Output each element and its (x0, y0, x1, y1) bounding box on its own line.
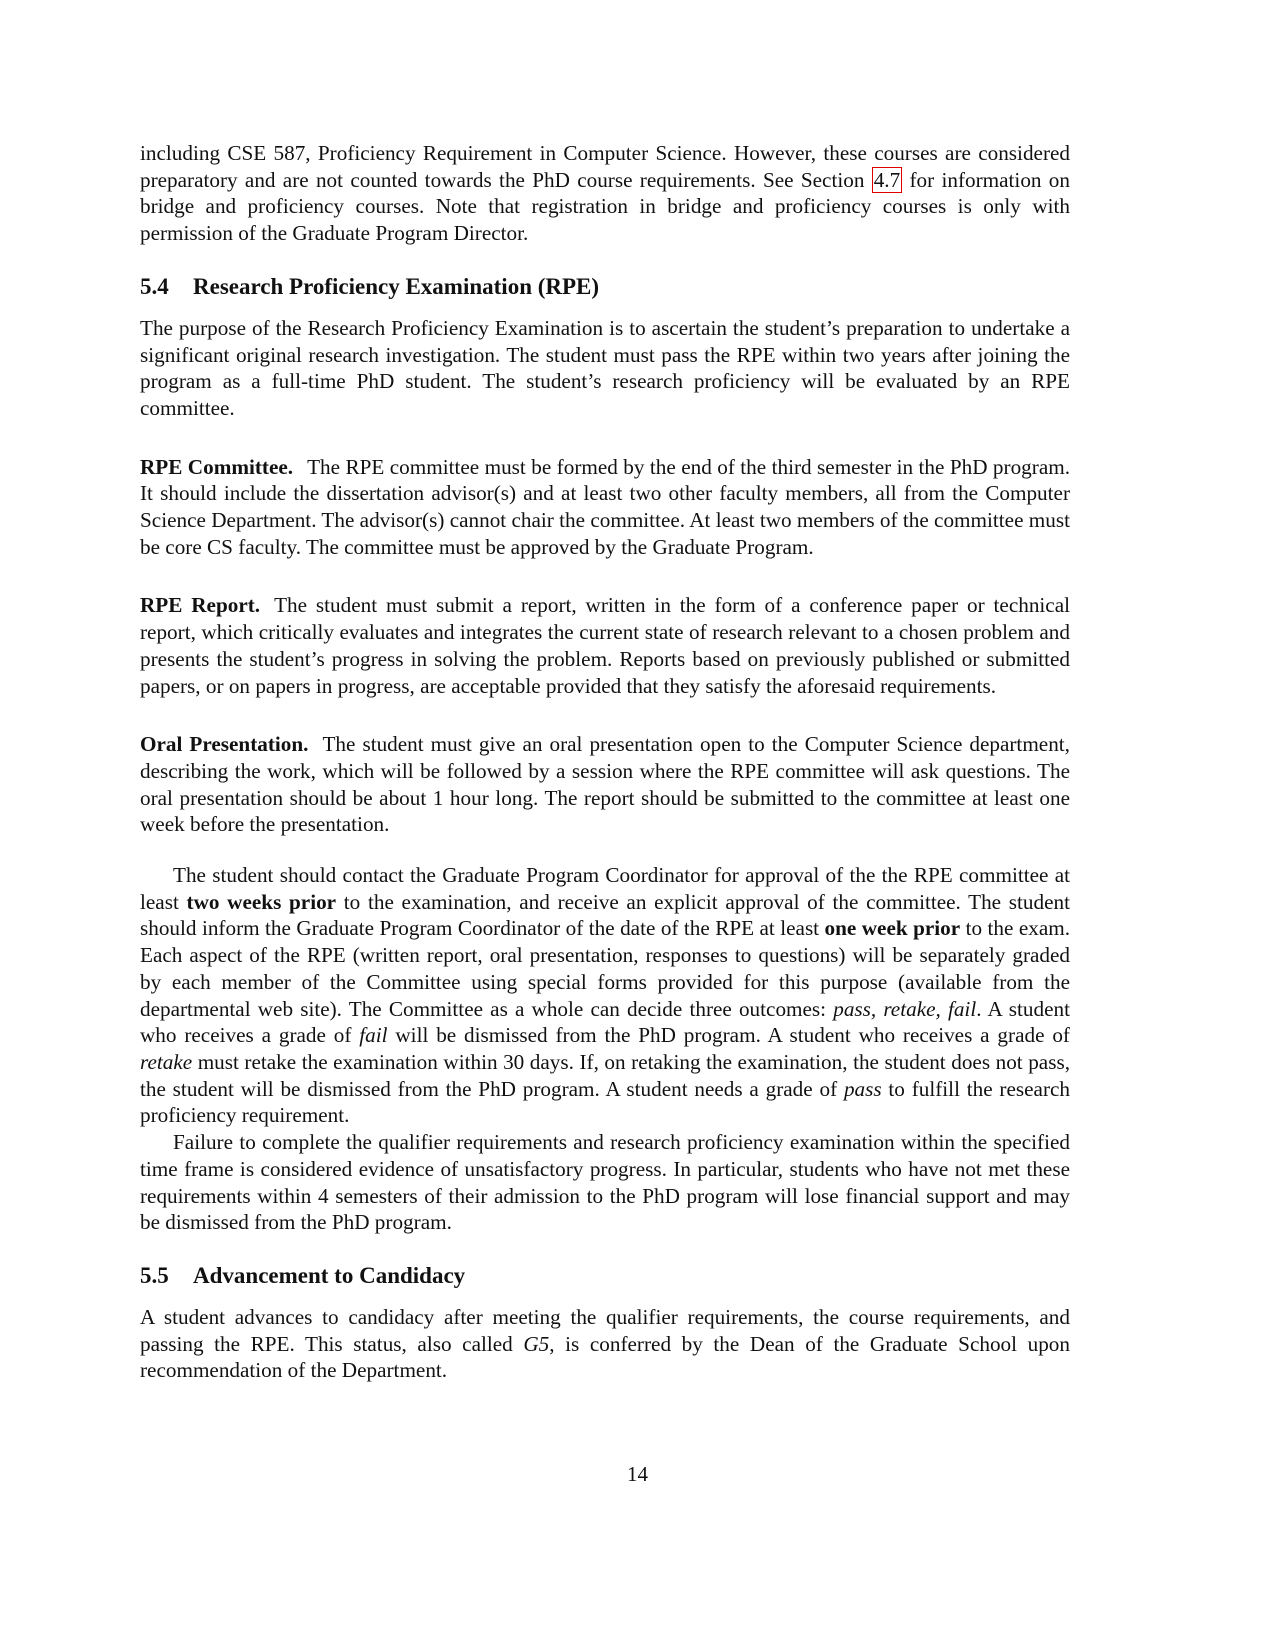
section-5-5-heading (140, 1262, 1070, 1290)
paragraph-heading: Oral Presentation. (140, 732, 309, 757)
document-page (140, 140, 1070, 1384)
approval-paragraph: The student should contact the Graduate Program Coordinator for approval of the the RPE committee at least two weeks prior to the examination, and receive an explicit approval of the committee. The student should inform the Graduate Program Coordinator of the date of the RPE at least one week prior to the exam. Each aspect of the RPE (written report, oral presentation, responses to questions) will be separately graded by each member of the Committee using special forms provided for this purpose (available from the departmental web site). The Committee as a whole can decide three outcomes: pass, retake, fail. A student who receives a grade of fail will be dismissed from the PhD program. A student who receives a grade of retake must retake the examination within 30 days. If, on retaking the examination, the student does not pass, the student will be dismissed from the PhD program. A student needs a grade of pass to fulfill the research proficiency requirement. (140, 863, 1070, 1128)
page-number: 14 (627, 1462, 648, 1486)
section-4-7-link[interactable]: 4.7 (873, 167, 901, 192)
section-number: 5.4 (140, 273, 169, 299)
section-5-4-heading (140, 273, 1070, 301)
rpe-report-paragraph: RPE Report. The student must submit a report, written in the form of a conference paper or technical report, which critically evaluates and integrates the current state of research relevant to a chosen problem and presents the student’s progress in solving the problem. Reports based on previously published or submitted papers, or on papers in progress, are acceptable provided that they satisfy the aforesaid requirements. (140, 593, 1070, 698)
section-title: Research Proficiency Examination (RPE) (193, 273, 600, 299)
oral-presentation-paragraph: Oral Presentation. The student must give an oral presentation open to the Computer Science department, describing the work, which will be followed by a session where the RPE committee will ask questions. The oral presentation should be about 1 hour long. The report should be submitted to the committee at least one week before the presentation. (140, 732, 1070, 837)
intro-paragraph: including CSE 587, Proficiency Requirement in Computer Science. However, these courses are considered preparatory and are not counted towards the PhD course requirements. See Section 4.7 for information on bridge and proficiency courses. Note that registration in bridge and proficiency courses is only with permission of the Graduate Program Director. (140, 141, 1070, 246)
section-title: Advancement to Candidacy (193, 1262, 466, 1288)
failure-paragraph: Failure to complete the qualifier requirements and research proficiency examination within the specified time frame is considered evidence of unsatisfactory progress. In particular, students who have not met these requirements within 4 semesters of their admission to the PhD program will lose financial support and may be dismissed from the PhD program. (140, 1130, 1070, 1235)
paragraph-heading: RPE Committee. (140, 454, 294, 479)
candidacy-paragraph: A student advances to candidacy after meeting the qualifier requirements, the course requirements, and passing the RPE. This status, also called G5, is conferred by the Dean of the Graduate School upon recommendation of the Department. (140, 1304, 1070, 1383)
section-number: 5.5 (140, 1262, 169, 1288)
rpe-purpose-paragraph: The purpose of the Research Proficiency Examination is to ascertain the student’s preparation to undertake a significant original research investigation. The student must pass the RPE within two years after joining the program as a full-time PhD student. The student’s research proficiency will be evaluated by an RPE committee. (140, 315, 1070, 420)
rpe-committee-paragraph: RPE Committee. The RPE committee must be formed by the end of the third semester in the PhD program. It should include the dissertation advisor(s) and at least two other faculty members, all from the Computer Science Department. The advisor(s) cannot chair the committee. At least two members of the committee must be core CS faculty. The committee must be approved by the Graduate Program. (140, 454, 1070, 559)
paragraph-heading: RPE Report. (140, 593, 261, 618)
